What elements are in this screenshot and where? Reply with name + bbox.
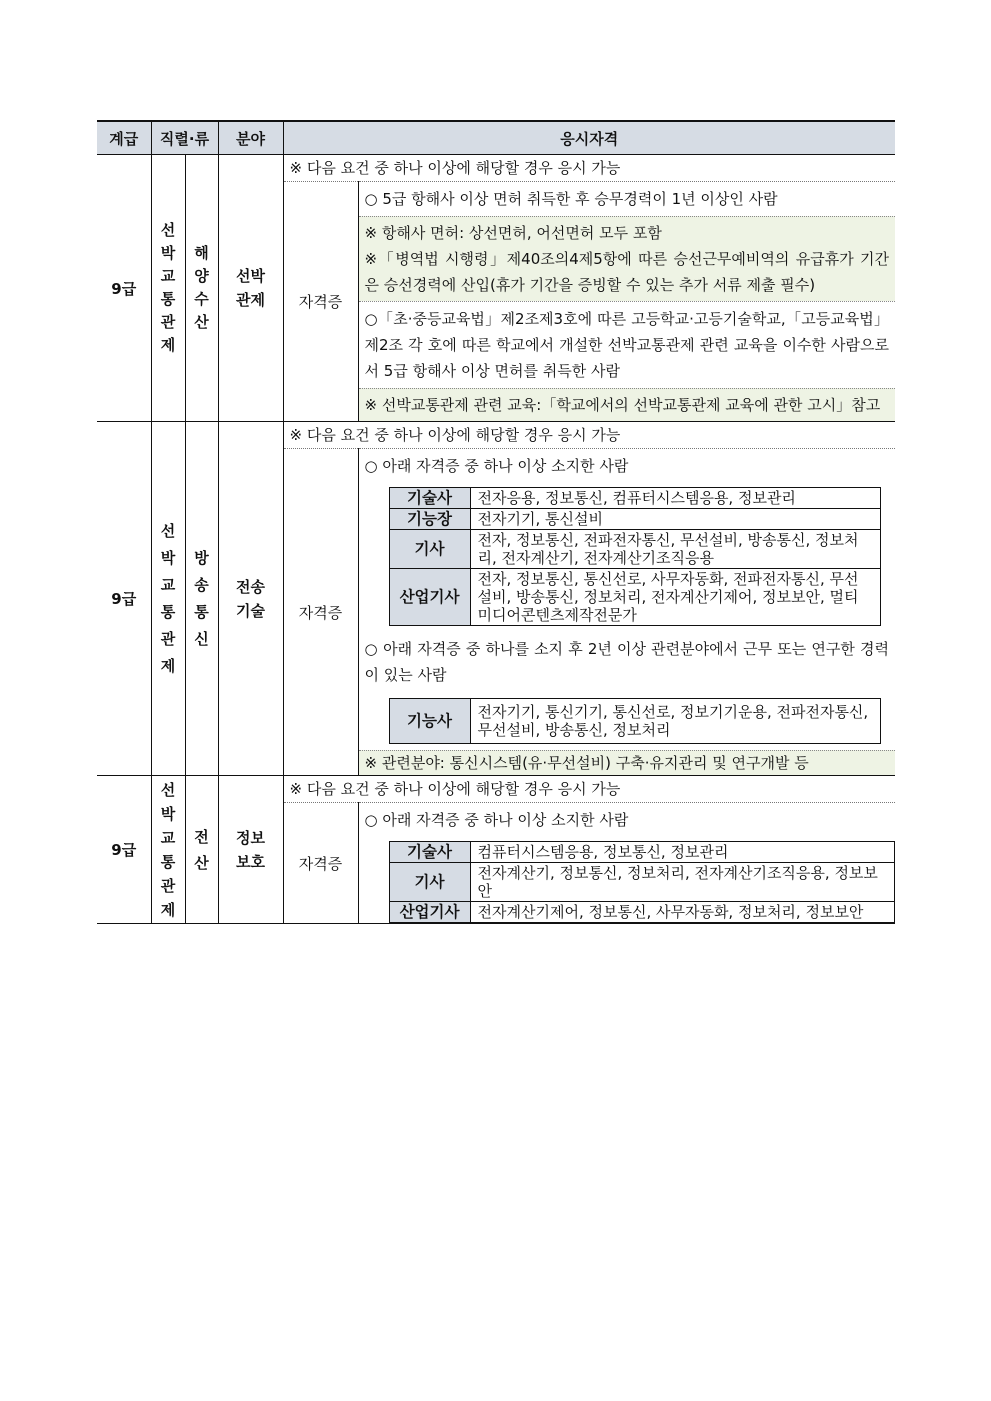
requirement-note: ※ 다음 요건 중 하나 이상에 해당할 경우 응시 가능 — [283, 422, 895, 449]
cert-cell: 자격증 — [283, 803, 358, 924]
note-text: ※ 항해사 면허: 상선면허, 어선면허 모두 포함 — [364, 224, 662, 242]
license-row: 기능사 전자기기, 통신기기, 통신선로, 정보기기운용, 전파전자통신, 무선설비, 방송통신, 정보처리 — [389, 699, 880, 744]
license-table — [389, 487, 881, 626]
note-text: ※「병역법 시행령」제40조의4제5항에 따른 승선근무예비역의 유급휴가 기간은 승선경력에 산입(휴가 기간을 증빙할 수 있는 추가 서류 제출 필수) — [364, 250, 890, 294]
class-cell: 방 송 통 신 — [185, 422, 218, 776]
license-row: 기사 전자계산기, 정보통신, 정보처리, 전자계산기조직응용, 정보보안 — [389, 863, 894, 902]
cert-cell: 자격증 — [283, 182, 358, 422]
requirement-note: ※ 다음 요건 중 하나 이상에 해당할 경우 응시 가능 — [283, 155, 895, 182]
license-row: 산업기사 전자, 정보통신, 통신선로, 사무자동화, 전파전자통신, 무선설비, 방송통신, 정보처리, 전자계산기제어, 정보보안, 멀티미디어콘텐츠제작전문가 — [389, 569, 880, 626]
license-row: 기능장 전자기기, 통신설비 — [389, 509, 880, 530]
series-cell: 선 박 교 통 관 제 — [151, 155, 185, 422]
license-table — [389, 841, 895, 923]
note-text: ※ 선박교통관제 관련 교육:「학교에서의 선박교통관제 교육에 관한 고시」참고 — [359, 388, 896, 421]
header-field: 분야 — [218, 121, 283, 155]
field-cell: 정보 보호 — [218, 776, 283, 924]
requirement-note: ※ 다음 요건 중 하나 이상에 해당할 경우 응시 가능 — [283, 776, 895, 803]
field-cell: 전송 기술 — [218, 422, 283, 776]
grade-cell: 9급 — [97, 776, 151, 924]
note-text: ※ 관련분야: 통신시스템(유·무선설비) 구축·유지관리 및 연구개발 등 — [359, 750, 896, 775]
license-row: 기술사 전자응용, 정보통신, 컴퓨터시스템응용, 정보관리 — [389, 488, 880, 509]
condition-line: ○ 아래 자격증 중 하나 이상 소지한 사람 — [364, 457, 629, 475]
license-row: 산업기사 전자계산기제어, 정보통신, 사무자동화, 정보처리, 정보보안 — [389, 902, 894, 923]
grade-cell: 9급 — [97, 422, 151, 776]
header-row — [97, 121, 895, 155]
condition-line: ○ 5급 항해사 이상 면허 취득한 후 승무경력이 1년 이상인 사람 — [364, 190, 778, 208]
field-cell: 선박 관제 — [218, 155, 283, 422]
condition-line: ○ 아래 자격증 중 하나 이상 소지한 사람 — [364, 811, 629, 829]
header-series: 직렬·류 — [151, 121, 218, 155]
qualification-body — [358, 803, 895, 924]
cert-cell: 자격증 — [283, 449, 358, 776]
license-row: 기술사 컴퓨터시스템응용, 정보통신, 정보관리 — [389, 842, 894, 863]
header-qualification: 응시자격 — [283, 121, 895, 155]
class-cell: 해 양 수 산 — [185, 155, 218, 422]
condition-line: ○「초·중등교육법」제2조제3호에 따른 고등학교·고등기술학교,「고등교육법」제2조 각 호에 따른 학교에서 개설한 선박교통관제 관련 교육을 이수한 사람으로서 5급 항해사 이상 면허를 취득한 사람 — [359, 301, 896, 388]
condition-line: ○ 아래 자격증 중 하나를 소지 후 2년 이상 관련분야에서 근무 또는 연구한 경력이 있는 사람 — [364, 640, 890, 684]
series-cell: 선 박 교 통 관 제 — [151, 422, 185, 776]
qualification-body — [358, 449, 895, 776]
series-cell: 선 박 교 통 관 제 — [151, 776, 185, 924]
class-cell: 전 산 — [185, 776, 218, 924]
header-grade: 계급 — [97, 121, 151, 155]
grade-cell: 9급 — [97, 155, 151, 422]
license-table — [389, 698, 881, 744]
qualification-body — [358, 182, 895, 422]
qualification-table — [97, 120, 895, 924]
note-box — [359, 216, 896, 301]
license-row: 기사 전자, 정보통신, 전파전자통신, 무선설비, 방송통신, 정보처리, 전자계산기, 전자계산기조직응용 — [389, 530, 880, 569]
